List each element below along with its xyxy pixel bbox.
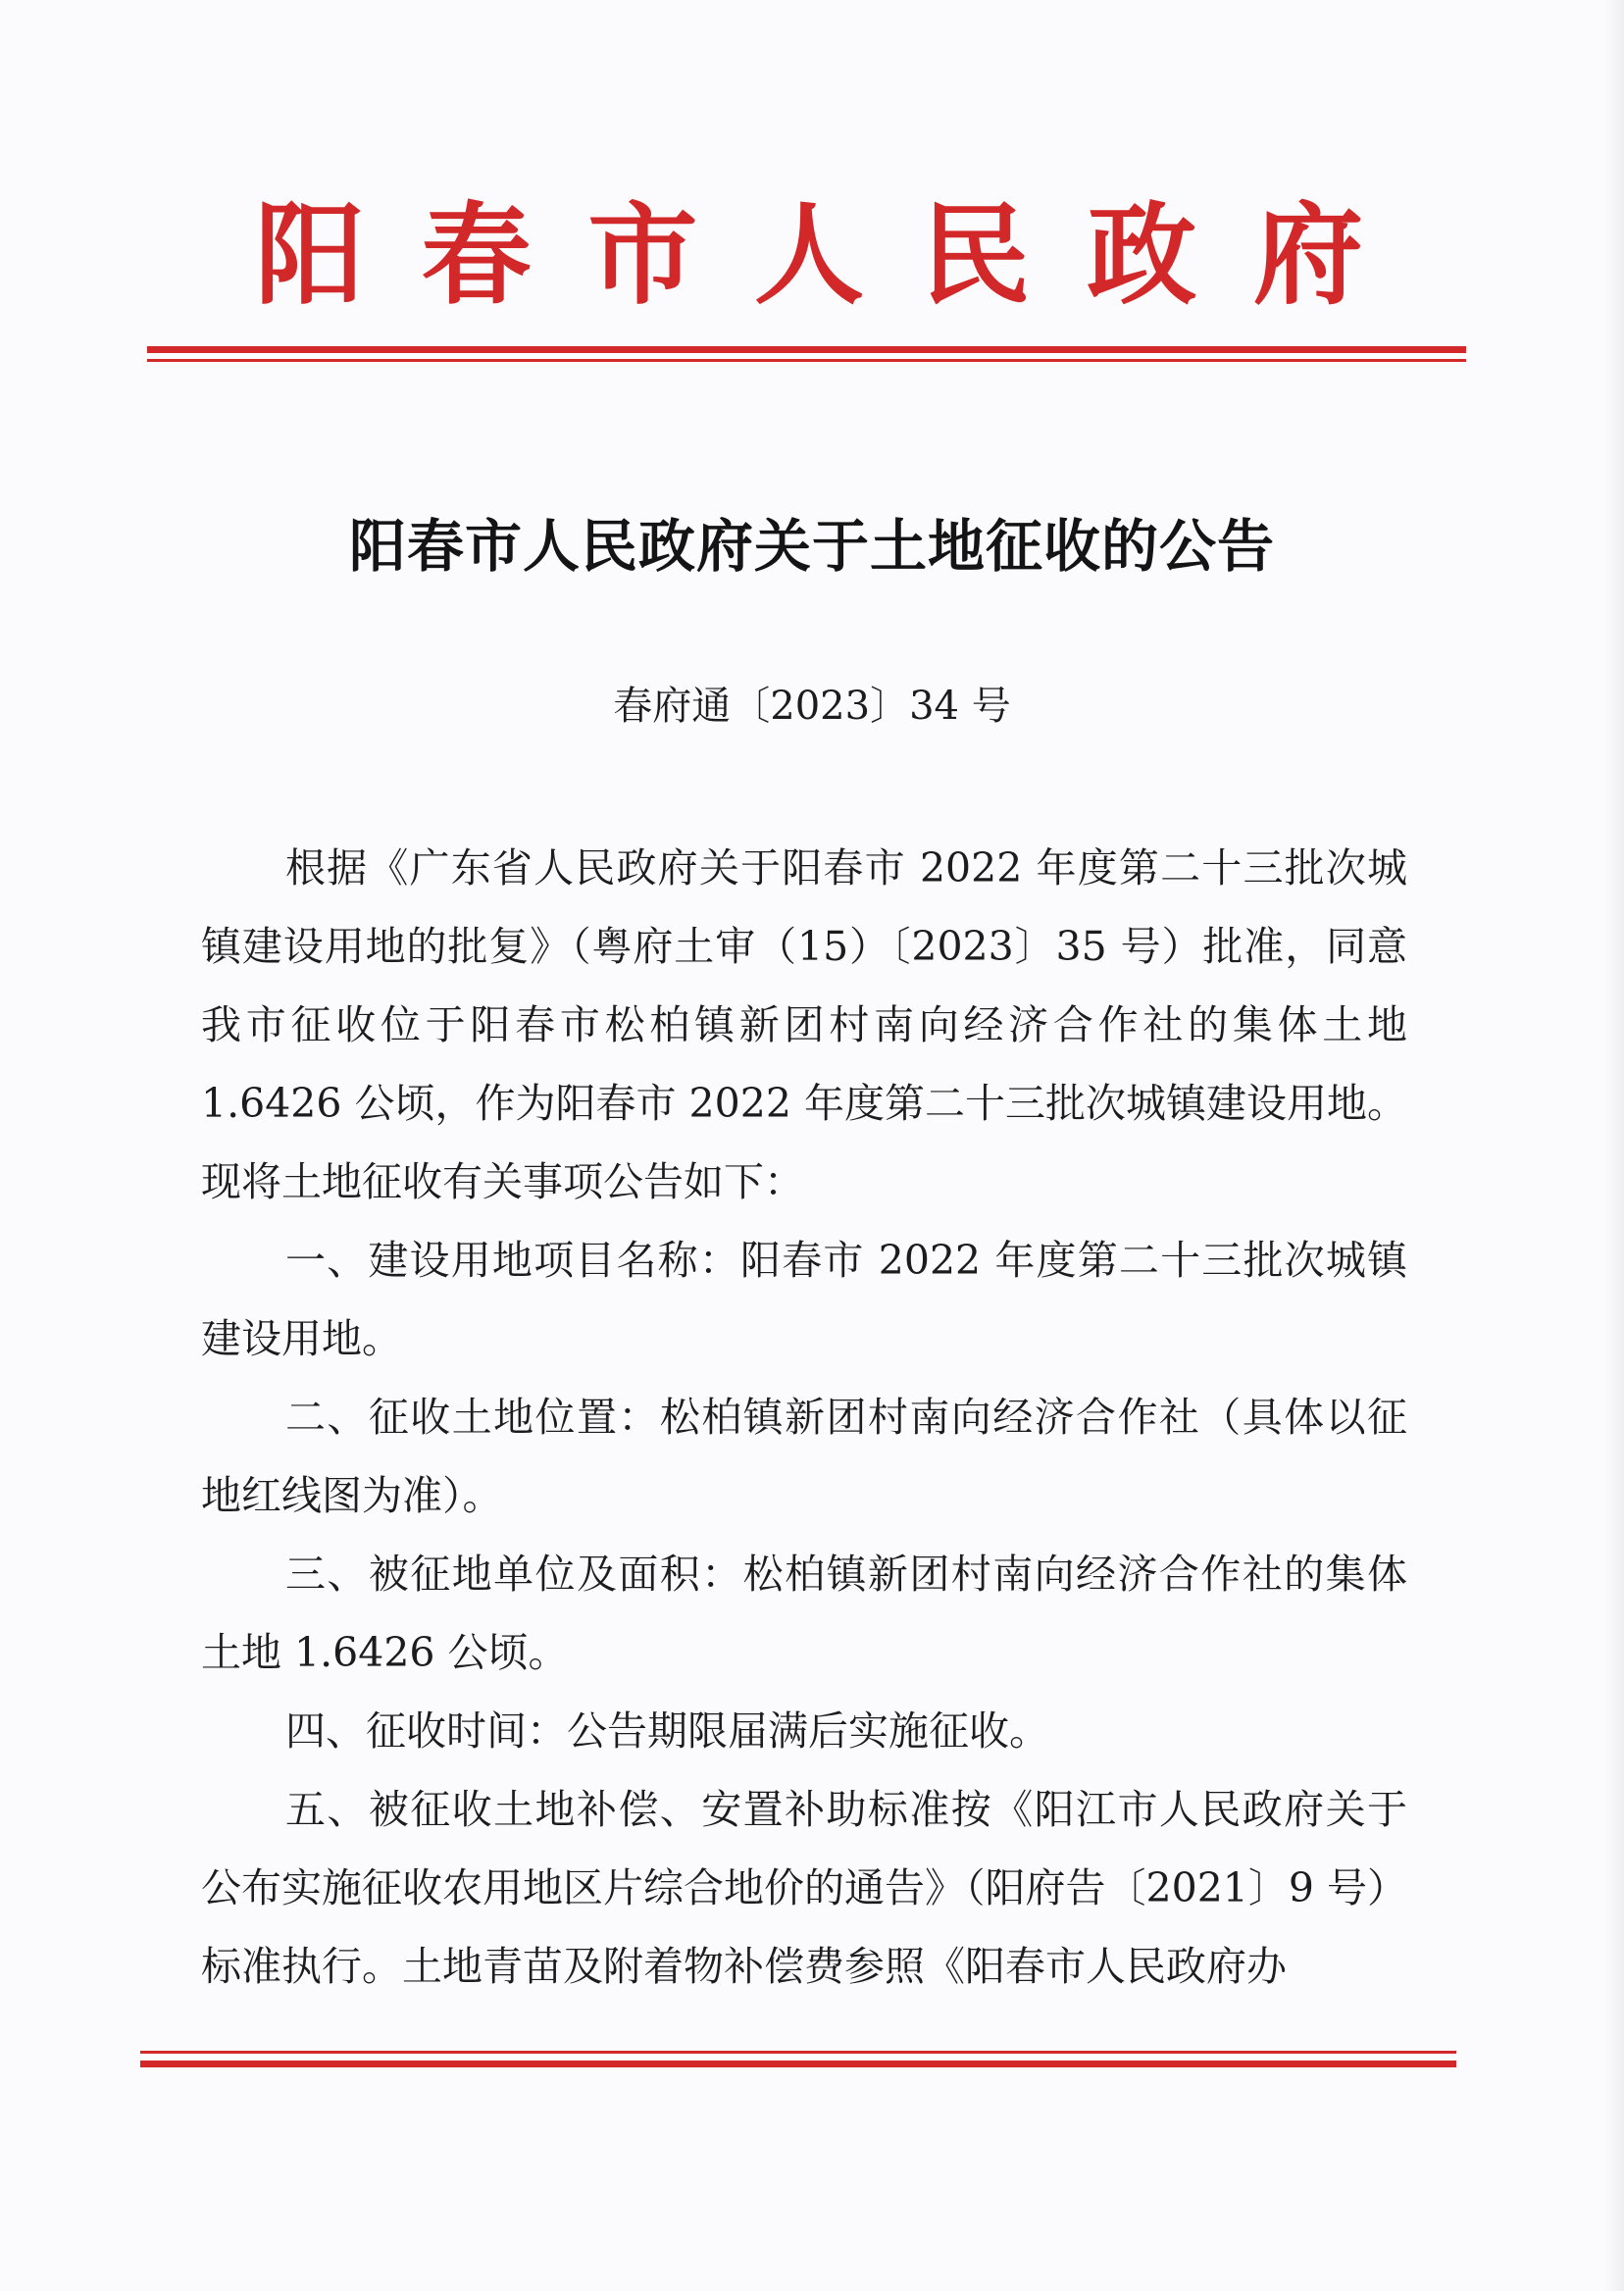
body-paragraph: 二、征收土地位置：松柏镇新团村南向经济合作社（具体以征地红线图为准）。: [201, 1394, 1407, 1519]
footer-rule-thick: [140, 2061, 1456, 2067]
header-char: 府: [1252, 191, 1363, 320]
body-paragraph: 五、被征收土地补偿、安置补助标准按《阳江市人民政府关于公布实施征收农用地区片综合地价的通告》（阳府告〔2021〕9 号）标准执行。土地青苗及附着物补偿费参照《阳春市人民政府办: [201, 1786, 1407, 1990]
header-rule-thick: [147, 346, 1466, 353]
document-title: 阳春市人民政府关于土地征收的公告: [348, 513, 1275, 580]
header-char: 阳: [255, 191, 365, 320]
header-char: 市: [587, 191, 698, 320]
issuer-header: [147, 191, 1471, 320]
body-paragraph: 四、征收时间：公告期限届满后实施征收。: [285, 1707, 1049, 1755]
page-edge-shadow: [1604, 0, 1624, 2291]
footer-rule-thin: [140, 2051, 1456, 2054]
document-number: 春府通〔2023〕34 号: [613, 684, 1011, 729]
document-body: [201, 829, 1407, 2006]
body-paragraph: 一、建设用地项目名称：阳春市 2022 年度第二十三批次城镇建设用地。: [201, 1237, 1407, 1362]
header-rule-thin: [147, 359, 1466, 362]
body-paragraph: 根据《广东省人民政府关于阳春市 2022 年度第二十三批次城镇建设用地的批复》（粤府土审（15）〔2023〕35 号）批准，同意我市征收位于阳春市松柏镇新团村南向经济合作社的集体土地 1.6426 公顷，作为阳春市 2022 年度第二十三批次城镇建设用地。现将土地征收有关事项公告如下：: [201, 844, 1407, 1205]
body-paragraph: 三、被征地单位及面积：松柏镇新团村南向经济合作社的集体土地 1.6426 公顷。: [201, 1551, 1407, 1676]
header-char: 人: [753, 191, 864, 320]
header-char: 政: [1087, 191, 1197, 320]
header-char: 春: [421, 191, 532, 320]
header-char: 民: [920, 191, 1031, 320]
